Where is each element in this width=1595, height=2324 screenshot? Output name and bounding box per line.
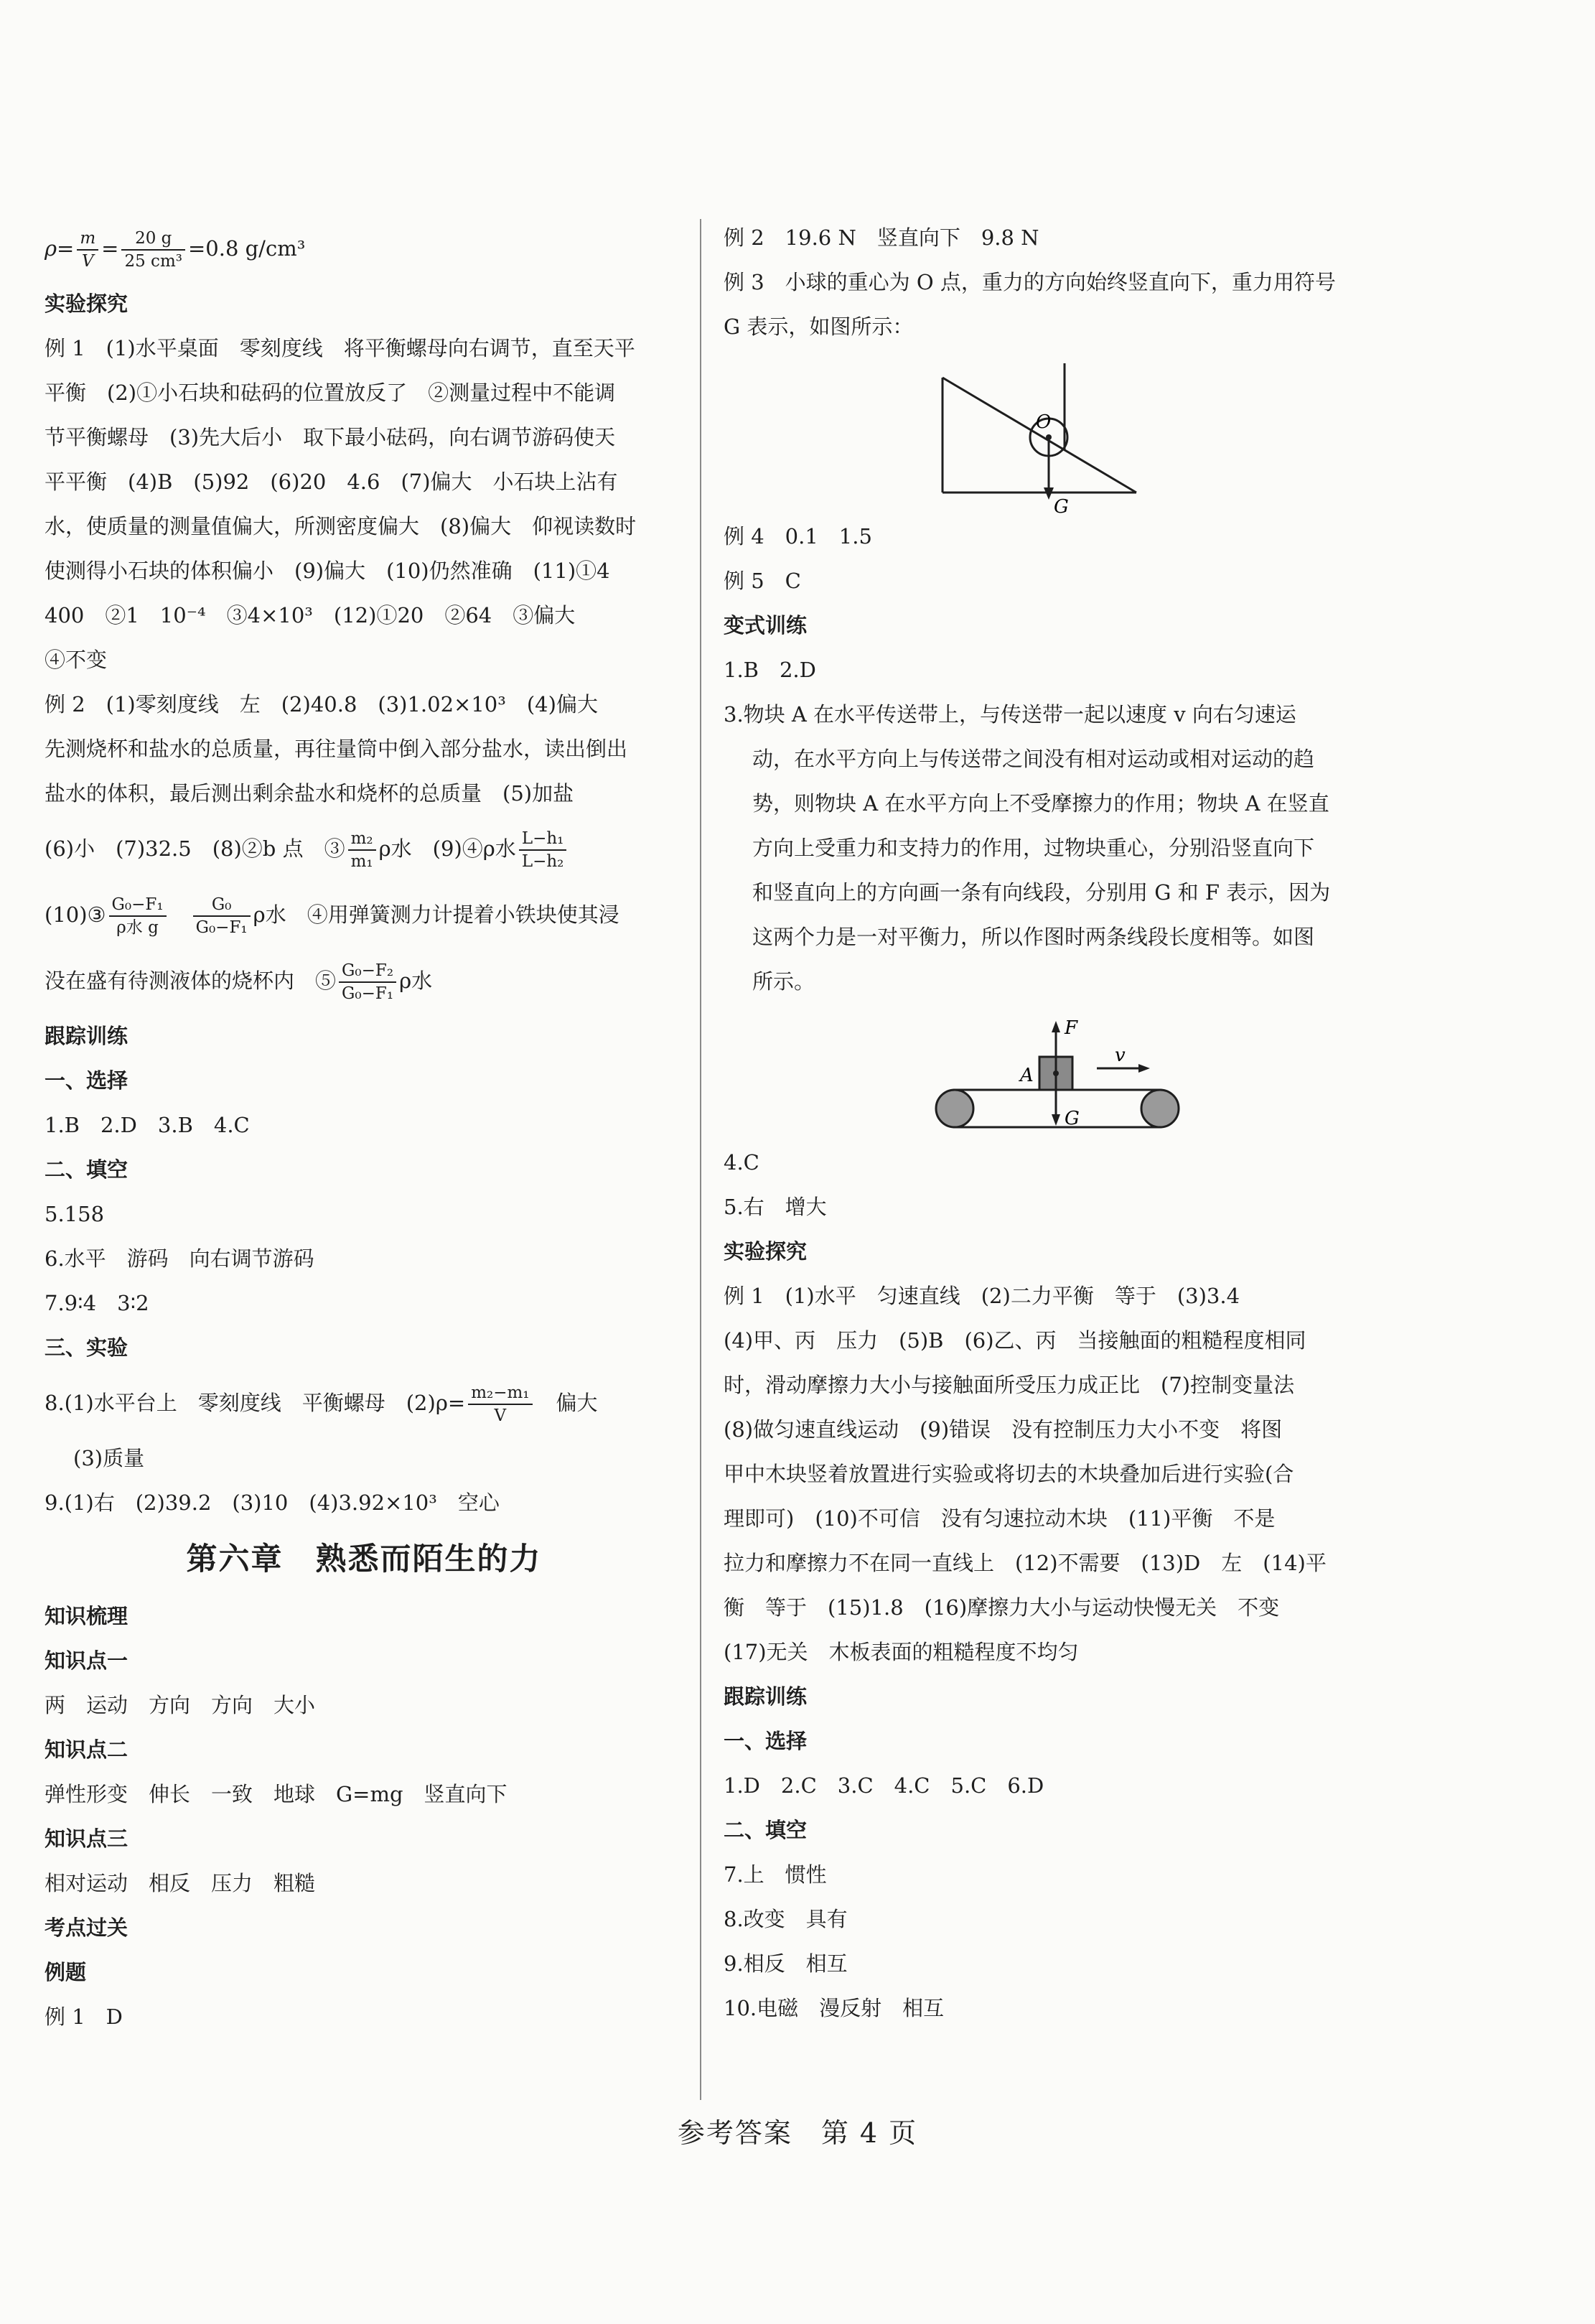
page-footer: 参考答案 第 4 页 — [677, 2117, 918, 2149]
knowledge-point-answer: 弹性形变 伸长 一致 地球 G=mg 竖直向下 — [45, 1782, 508, 1806]
example-3-line: 例 3 小球的重心为 O 点，重力的方向始终竖直向下，重力用符号 — [724, 270, 1336, 294]
formula-line: (6)小 (7)32.5 (8)②b 点 ③ $\frac{\text{m₂}}{\text{m₁}}$ ρ水 (9)④ρ水 $\frac{\text{L−h₁}}{\text{L−h₂}}$ — [45, 816, 683, 882]
subsection-heading: 二、填空 — [724, 1818, 808, 1842]
variant-answers: 1.B 2.D — [724, 658, 816, 682]
label-v: v — [1115, 1045, 1126, 1066]
incline-ball-figure — [724, 349, 1549, 514]
experiment-example-1: 例 1 (1)水平 匀速直线 (2)二力平衡 等于 (3)3.4 (4)甲、丙 压力 (5)B (6)乙、丙 当接触面的粗糙程度相同 时，滑动摩擦力大小与接触面所受压力成正比 (7)控制变量法 (8)做匀速直线运动 (9)错误 没有控制压力大小不变 将图 甲中木块竖着放置进行实验或将切去的木块叠加后进行实验(合 理即可) (10)不可信 没有匀速拉动木块 (11)平衡 不是 拉力和摩擦力不在同一直线上 (12)不需要 (13)D 左 (14)平 衡 等于 (15)1.8 (16)摩擦力大小与运动快慢无关 不变 (17)无关 木板表面的粗糙程度不均匀 — [724, 1284, 1327, 1664]
formula-line: 没在盛有待测液体的烧杯内 ⑤ $\frac{\text{G₀−F₂}}{\text{G₀−F₁}}$ ρ水 — [45, 961, 433, 1003]
label-o: O — [1036, 411, 1052, 433]
right-column — [724, 215, 1549, 2030]
knowledge-point-heading: 知识点一 — [45, 1648, 128, 1673]
label-g: G — [1054, 496, 1069, 514]
example-1-answer: 例 1 (1)水平桌面 零刻度线 将平衡螺母向右调节，直至天平 平衡 (2)①小石块和砝码的位置放反了 ②测量过程中不能调 节平衡螺母 (3)先大后小 取下最小砝码，向右调节游码使天 平平衡 (4)B (5)92 (6)20 4.6 (7)偏大 小石块上沾有 水，使质量的测量值偏大，所测密度偏大 (8)偏大 仰视读数时 使测得小石块的体积偏小 (9)偏大 (10)仍然准确 (11)①4 400 ②1 10⁻⁴ ③4×10³ (12)①20 ②64 ③偏大 ④不变 — [45, 336, 637, 672]
example-answer: 例 4 0.1 1.5 — [724, 524, 872, 549]
label-f: F — [1065, 1017, 1078, 1039]
label-g: G — [1065, 1108, 1080, 1129]
column-divider — [700, 219, 701, 2100]
label-a: A — [1020, 1065, 1034, 1086]
experiment-answer-9: 9.(1)右 (2)39.2 (3)10 (4)3.92×10³ 空心 — [45, 1490, 500, 1515]
choice-answers: 1.D 2.C 3.C 4.C 5.C 6.D — [724, 1773, 1044, 1798]
example-3-line: G 表示，如图所示： — [724, 314, 914, 339]
section-heading: 考点过关 — [45, 1915, 128, 1940]
chapter-title: 第六章 熟悉而陌生的力 — [186, 1541, 542, 1577]
subsection-heading: 一、选择 — [724, 1729, 808, 1753]
fill-answer: 7.上 惯性 — [724, 1862, 827, 1887]
knowledge-point-answer: 两 运动 方向 方向 大小 — [45, 1693, 316, 1717]
experiment-answer-8: 8.(1)水平台上 零刻度线 平衡螺母 (2)ρ= $\frac{\text{m₂−m₁}}{V}$ 偏大 — [45, 1383, 598, 1425]
section-heading: 跟踪训练 — [724, 1684, 808, 1709]
answer-5: 5.右 增大 — [724, 1195, 827, 1219]
knowledge-point-answer: 相对运动 相反 压力 粗糙 — [45, 1871, 316, 1895]
question-3-answer: 3.物块 A 在水平传送带上，与传送带一起以速度 v 向右匀速运 动，在水平方向上与传送带之间没有相对运动或相对运动的趋 势，则物块 A 在水平方向上不受摩擦力的作用；物块 A 在竖直 方向上受重力和支持力的作用，过物块重心，分别沿竖直向下 和竖直向上的方向画一条有向线段，分别用 G 和 F 表示，因为 这两个力是一对平衡力，所以作图时两条线段长度相等。如图 所示。 — [724, 702, 1331, 994]
fill-answer: 9.相反 相互 — [724, 1951, 848, 1976]
experiment-answer-8b: (3)质量 — [73, 1446, 145, 1470]
example-answer: 例 1 D — [45, 2005, 123, 2029]
subsection-heading: 二、填空 — [45, 1157, 128, 1182]
fill-answer: 5.158 — [45, 1202, 105, 1226]
subsection-heading: 例题 — [45, 1960, 87, 1984]
answer-4: 4.C — [724, 1150, 759, 1175]
example-answer: 例 5 C — [724, 569, 801, 593]
fill-answer: 7.9∶4 3∶2 — [45, 1291, 149, 1315]
section-heading: 知识梳理 — [45, 1604, 128, 1628]
fill-answer: 8.改变 具有 — [724, 1907, 848, 1931]
conveyor-belt-figure — [724, 1004, 1549, 1140]
section-heading: 跟踪训练 — [45, 1024, 128, 1048]
choice-answers: 1.B 2.D 3.B 4.C — [45, 1113, 250, 1137]
example-answer: 例 2 19.6 N 竖直向下 9.8 N — [724, 225, 1039, 250]
formula-line: (10)③ $\frac{\text{G₀−F₁}}{\text{ρ水 g}}$ $\frac{\text{G₀}}{\text{G₀−F₁}}$ ρ水 ④用弹簧测力计提着小铁块使其浸 — [45, 895, 619, 937]
example-2-answer: 例 2 (1)零刻度线 左 (2)40.8 (3)1.02×10³ (4)偏大 先测烧杯和盐水的总质量，再往量筒中倒入部分盐水，读出倒出 盐水的体积，最后测出剩余盐水和烧杯的总质量 (5)加盐 (6)小 (7)32.5 (8)②b 点 ③ $\frac{\text{m₂}}{\text{m₁}}$ ρ水 (9)④ρ水 $\frac{\text{L−h₁}}{\text{L−h₂}}$ (10)③ $\frac{\text{G₀−F₁}}{\text{ρ水 g}}$ $\frac{\text{G₀}}{\text{G₀−F₁}}$ ρ水 ④用弹簧测力计提着小铁块使其浸 没在盛有待测液体的烧杯内 ⑤ $\frac{\text{G₀−F₂}}{\text{G₀−F₁}}$ ρ水 — [45, 682, 683, 1014]
knowledge-point-heading: 知识点二 — [45, 1737, 128, 1762]
left-column — [45, 215, 683, 2039]
fill-answer: 6.水平 游码 向右调节游码 — [45, 1246, 314, 1271]
density-formula: ρ= $\frac{m}{V}$ = $\frac{20 g}{\text{25 cm³}}$ =0.8 g/cm³ — [45, 229, 306, 271]
knowledge-point-heading: 知识点三 — [45, 1826, 128, 1851]
section-heading: 变式训练 — [724, 613, 808, 638]
section-heading: 实验探究 — [45, 291, 128, 316]
subsection-heading: 一、选择 — [45, 1068, 128, 1093]
fill-answer: 10.电磁 漫反射 相互 — [724, 1996, 945, 2020]
section-heading: 实验探究 — [724, 1239, 808, 1264]
subsection-heading: 三、实验 — [45, 1335, 128, 1360]
